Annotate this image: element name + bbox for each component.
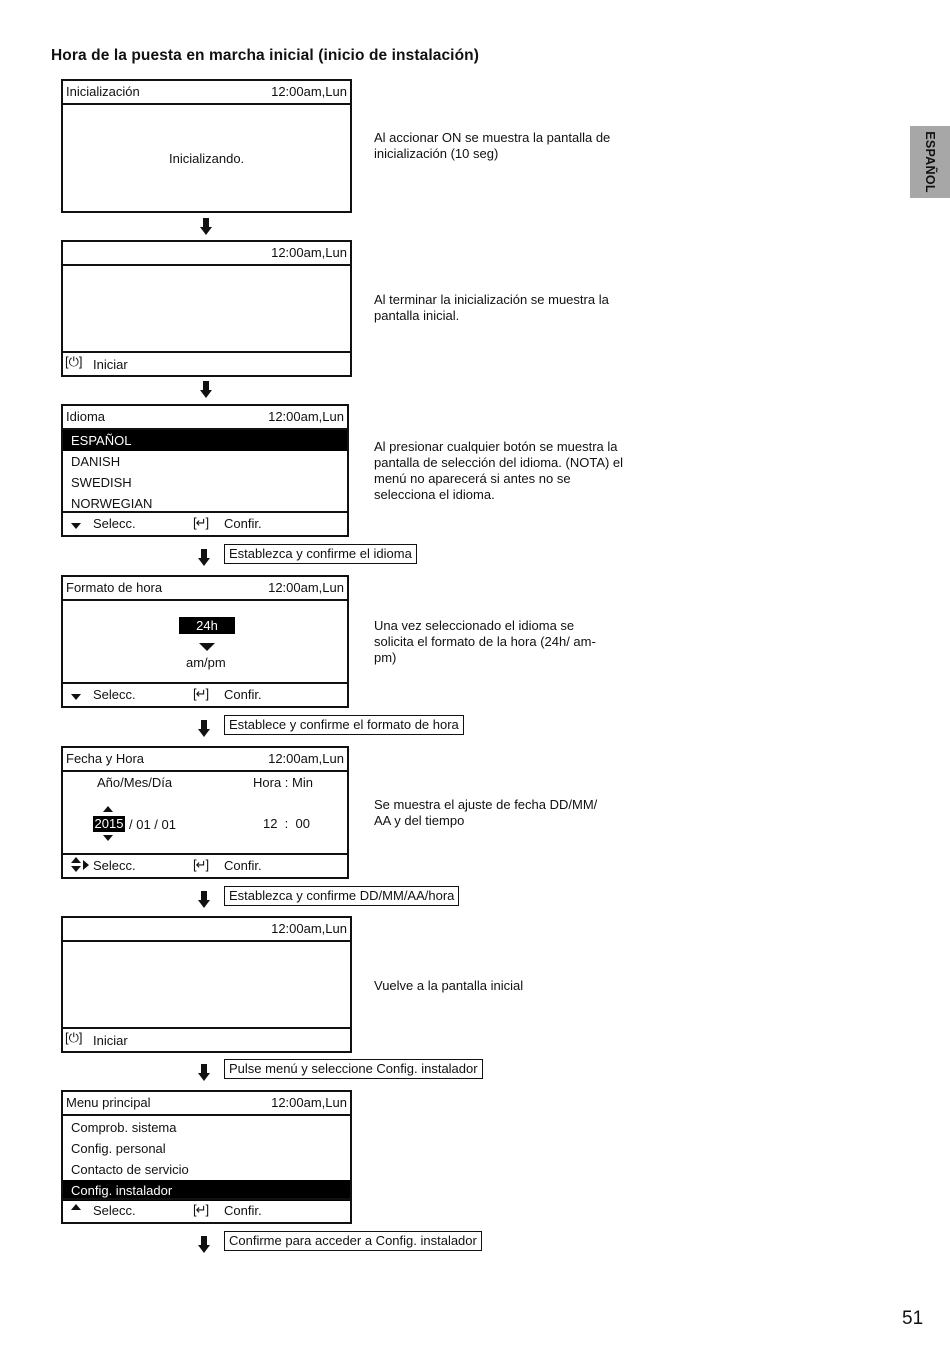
enter-icon: [↵]	[193, 1202, 209, 1217]
select-label: Selecc.	[93, 1203, 136, 1218]
screen-initialization	[61, 79, 352, 213]
screen-footer	[63, 1027, 350, 1051]
right-triangle-icon	[83, 860, 89, 870]
start-label: Iniciar	[93, 1033, 128, 1048]
screen-title: Formato de hora	[66, 580, 163, 595]
year-field[interactable]: 2015	[94, 816, 124, 831]
screen-footer	[63, 351, 350, 375]
screen-title: Fecha y Hora	[66, 751, 145, 766]
callout-language: Establezca y confirme el idioma	[224, 544, 417, 564]
screen-footer	[63, 682, 347, 706]
description-6: Vuelve a la pantalla inicial	[374, 978, 524, 993]
start-label: Iniciar	[93, 357, 128, 372]
screen-title: Idioma	[66, 409, 106, 424]
down-triangle-icon	[71, 866, 81, 872]
screen-title: Inicialización	[66, 84, 140, 99]
down-arrow-icon	[198, 549, 210, 567]
confirm-label: Confir.	[224, 1203, 262, 1218]
screen-footer	[63, 511, 347, 535]
description-5: Se muestra el ajuste de fecha DD/MM/ AA y del tiempo	[374, 797, 598, 828]
confirm-label: Confir.	[224, 516, 262, 531]
date-label: Año/Mes/Día	[97, 775, 173, 790]
enter-icon: [↵]	[193, 857, 209, 872]
callout-time-format: Establece y confirme el formato de hora	[224, 715, 464, 735]
callout-date-time: Establezca y confirme DD/MM/AA/hora	[224, 886, 459, 906]
down-triangle-icon	[199, 643, 215, 651]
confirm-label: Confir.	[224, 687, 262, 702]
down-triangle-icon	[103, 835, 113, 841]
month-day-field[interactable]: / 01 / 01	[129, 817, 176, 832]
menu-item-label: Config. instalador	[71, 1183, 173, 1198]
down-arrow-icon	[198, 720, 210, 738]
up-triangle-icon	[71, 857, 81, 863]
up-triangle-icon	[103, 806, 113, 812]
power-icon: [⏻]	[65, 354, 83, 369]
screen-header	[63, 748, 347, 772]
option-label: NORWEGIAN	[71, 496, 153, 511]
screen-language	[61, 404, 349, 537]
page-number: 51	[902, 1308, 924, 1329]
language-option-espanol[interactable]	[63, 430, 347, 451]
callout-menu: Pulse menú y seleccione Config. instalador	[224, 1059, 483, 1079]
callout-installer: Confirme para acceder a Config. instalador	[224, 1231, 482, 1251]
screen-main-menu	[61, 1090, 352, 1224]
screen-footer	[63, 853, 347, 877]
screen-initial	[61, 240, 352, 377]
screen-clock: 12:00am,Lun	[271, 84, 347, 99]
screen-date-time	[61, 746, 349, 879]
language-side-tab	[910, 126, 950, 198]
screen-header	[63, 1092, 350, 1116]
menu-item-service-contact[interactable]	[63, 1159, 350, 1180]
select-label: Selecc.	[93, 516, 136, 531]
down-triangle-icon	[71, 694, 81, 700]
menu-item-personal-settings[interactable]	[63, 1138, 350, 1159]
menu-item-label: Contacto de servicio	[71, 1162, 189, 1177]
screen-clock: 12:00am,Lun	[268, 409, 344, 424]
description-1: Al accionar ON se muestra la pantalla de inicialización (10 seg)	[374, 130, 611, 161]
screen-clock: 12:00am,Lun	[268, 751, 344, 766]
time-label: Hora : Min	[253, 775, 313, 790]
language-option-danish[interactable]	[63, 451, 347, 472]
screen-footer	[63, 1198, 350, 1222]
screen-time-format	[61, 575, 349, 708]
option-label: SWEDISH	[71, 475, 132, 490]
description-4: Una vez seleccionado el idioma se solicita el formato de la hora (24h/ am-pm)	[374, 618, 596, 665]
option-label: DANISH	[71, 454, 121, 469]
option-label: ESPAÑOL	[71, 433, 132, 448]
screen-header	[63, 406, 347, 430]
screen-header	[63, 918, 350, 942]
menu-item-label: Comprob. sistema	[71, 1120, 177, 1135]
time-format-24h-option[interactable]: 24h	[179, 617, 235, 634]
select-label: Selecc.	[93, 858, 136, 873]
language-option-swedish[interactable]	[63, 472, 347, 493]
down-arrow-icon	[200, 218, 212, 236]
menu-item-system-check[interactable]	[63, 1117, 350, 1138]
description-3: Al presionar cualquier botón se muestra la pantalla de selección del idioma. (NOTA) el menú no aparecerá si antes no se selecciona el idioma.	[374, 439, 624, 502]
down-arrow-icon	[198, 891, 210, 909]
enter-icon: [↵]	[193, 686, 209, 701]
screen-clock: 12:00am,Lun	[271, 245, 347, 260]
screen-header	[63, 242, 350, 266]
down-arrow-icon	[198, 1064, 210, 1082]
confirm-label: Confir.	[224, 858, 262, 873]
down-triangle-icon	[71, 523, 81, 529]
description-2: Al terminar la inicialización se muestra la pantalla inicial.	[374, 292, 609, 323]
page-heading: Hora de la puesta en marcha inicial (inicio de instalación)	[51, 47, 479, 64]
up-triangle-icon	[71, 1204, 81, 1210]
initializing-text: Inicializando.	[169, 151, 245, 166]
time-field[interactable]: 12 : 00	[263, 816, 310, 831]
down-arrow-icon	[198, 1236, 210, 1254]
screen-clock: 12:00am,Lun	[271, 1095, 347, 1110]
side-tab-label: ESPAÑOL	[923, 131, 937, 193]
screen-clock: 12:00am,Lun	[271, 921, 347, 936]
power-icon: [⏻]	[65, 1030, 83, 1045]
screen-header	[63, 577, 347, 601]
screen-initial-return	[61, 916, 352, 1053]
menu-item-label: Config. personal	[71, 1141, 166, 1156]
down-arrow-icon	[200, 381, 212, 399]
screen-title: Menu principal	[66, 1095, 151, 1110]
screen-clock: 12:00am,Lun	[268, 580, 344, 595]
select-label: Selecc.	[93, 687, 136, 702]
time-format-ampm-option[interactable]: am/pm	[186, 655, 226, 670]
screen-header	[63, 81, 350, 105]
enter-icon: [↵]	[193, 515, 209, 530]
